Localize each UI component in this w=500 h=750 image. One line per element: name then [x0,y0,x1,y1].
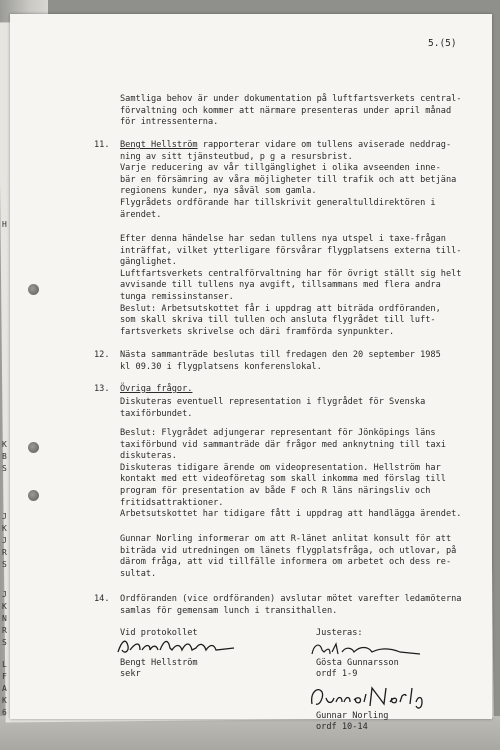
item13-line: diskuteras. [120,451,177,462]
signer-role: ordf 1-9 [316,669,358,679]
item11-line: Beslut: Arbetsutskottet får i uppdrag att biträda ordföranden, [120,303,441,314]
edge-letter: A [2,684,7,693]
item11-line: Efter denna händelse har sedan tullens nya utspel i taxe-frågan [120,234,446,244]
item13-line: Beslut: Flygrådet adjungerar representant för Jönköpings läns [120,428,436,438]
intro-line: Samtliga behov är under dokumentation på luftfartsverkets central- [120,94,462,104]
item14-line: Ordföranden (vice ordföranden) avslutar mötet varefter ledamöterna [120,594,462,604]
item11-line: Varje reducering av vår tillgänglighet i olika avseenden inne- [120,163,441,174]
edge-letter: K [2,440,7,449]
item13-line: sultat. [120,568,157,579]
item11-line: inträffat, vilket ytterligare försvårar flygplatsens externa till- [120,245,462,256]
handwritten-signature [310,640,422,660]
person-name: Bengt Hellström [120,140,198,150]
item13-line: därom fråga, att vid tillfälle informera om arbetet och dess re- [120,557,452,568]
item-number: 14. [94,594,110,604]
edge-letter: K [2,524,7,533]
edge-letter: F [2,672,7,681]
edge-letter: J [2,512,7,521]
edge-letter: J [2,590,7,599]
handwritten-signature [308,684,428,712]
item13-line: fritidsattraktioner. [120,497,224,508]
item13-line: taxiförbund vid sammanträde där frågor med anknytning till taxi [120,439,446,450]
item11-line: fartsverkets skrivelse och däri framförda synpunkter. [120,326,395,337]
item12-line: Nästa sammanträde beslutas till fredagen den 20 september 1985 [120,350,441,360]
item11-first-line [120,140,451,152]
item11-first-line-rest: rapporterar vidare om tullens aviserade neddrag- [197,140,452,150]
edge-letter: R [2,548,7,557]
edge-letter: S [2,464,7,473]
edge-letter: K [2,696,7,705]
signer-role: sekr [120,669,141,679]
item13-line: kontakt med ett videoföretag som skall inkomma med förslag till [120,474,446,485]
adjust-heading: Justeras: [316,628,363,638]
edge-letter: N [2,614,7,623]
edge-letter: K [2,602,7,611]
edge-letter: B [2,452,7,461]
handwritten-signature [116,636,236,658]
item13-line: Arbetsutskottet har tidigare fått i uppdrag att handlägga ärendet. [120,509,462,520]
intro-line: för intressenterna. [120,117,219,128]
item11-line: regionens kunder, nya såväl som gamla. [120,186,317,197]
punch-hole [28,442,39,453]
protocol-heading: Vid protokollet [120,628,198,638]
item11-line: som skall skriva till tullen och ansluta flygrådet till luft- [120,315,436,326]
item11-line: ärendet. [120,209,162,220]
edge-letter: 6 [2,708,7,717]
punch-hole [28,284,39,295]
item11-line: ning av sitt tjänsteutbud, p g a resursbrist. [120,151,353,162]
item13-line: Diskuteras tidigare ärende om videopresentation. Hellström har [120,462,441,473]
item11-line: bär en försämring av våra möjligheter till trafik och att betjäna [120,174,457,185]
edge-letter: S [2,638,7,647]
item13-title: Övriga frågor. [120,384,193,394]
page-number: 5.(5) [428,38,457,49]
item-number: 13. [94,384,110,394]
signer-name: Gunnar Norling [316,711,389,721]
item13-line: program för presentation av både F och R läns näringsliv och [120,486,431,496]
signer-name: Gösta Gunnarsson [316,658,399,668]
item13-line: taxiförbundet. [120,408,193,419]
edge-letter: J [2,536,7,545]
intro-line: förvaltning och kommer att närmare presenteras under april månad [120,105,452,116]
edge-letter: S [2,560,7,569]
item13-line: biträda vid utredningen om länets flygplatsfråga, och utlovar, på [120,545,457,556]
item14-line: samlas för gemensam lunch i transithallen. [120,605,338,616]
item11-line: avvisande till tullens nya avgift, tillsammans med flera andra [120,280,441,291]
item13-line: Gunnar Norling informerar om att R-länet anlitat konsult för att [120,534,452,544]
punch-hole [28,490,39,501]
item-number: 11. [94,140,110,150]
item12-line: kl 09.30 i flygplatsens konferenslokal. [120,361,322,372]
edge-letter: R [2,626,7,635]
item-number: 12. [94,350,110,360]
edge-letter: L [2,660,7,669]
document-page [10,14,492,732]
item11-line: Flygrådets ordförande har tillskrivit generaltulldirektören i [120,198,436,208]
signer-role: ordf 10-14 [316,722,368,732]
item11-line: Luftfartsverkets centralförvaltning har för övrigt ställt sig helt [120,268,462,279]
item11-line: gänglighet. [120,257,177,268]
item13-line: Diskuteras eventuell representation i flygrådet för Svenska [120,397,426,407]
edge-letter: H [2,220,7,229]
item11-line: tunga remissinstanser. [120,292,234,302]
signer-name: Bengt Hellström [120,658,198,668]
